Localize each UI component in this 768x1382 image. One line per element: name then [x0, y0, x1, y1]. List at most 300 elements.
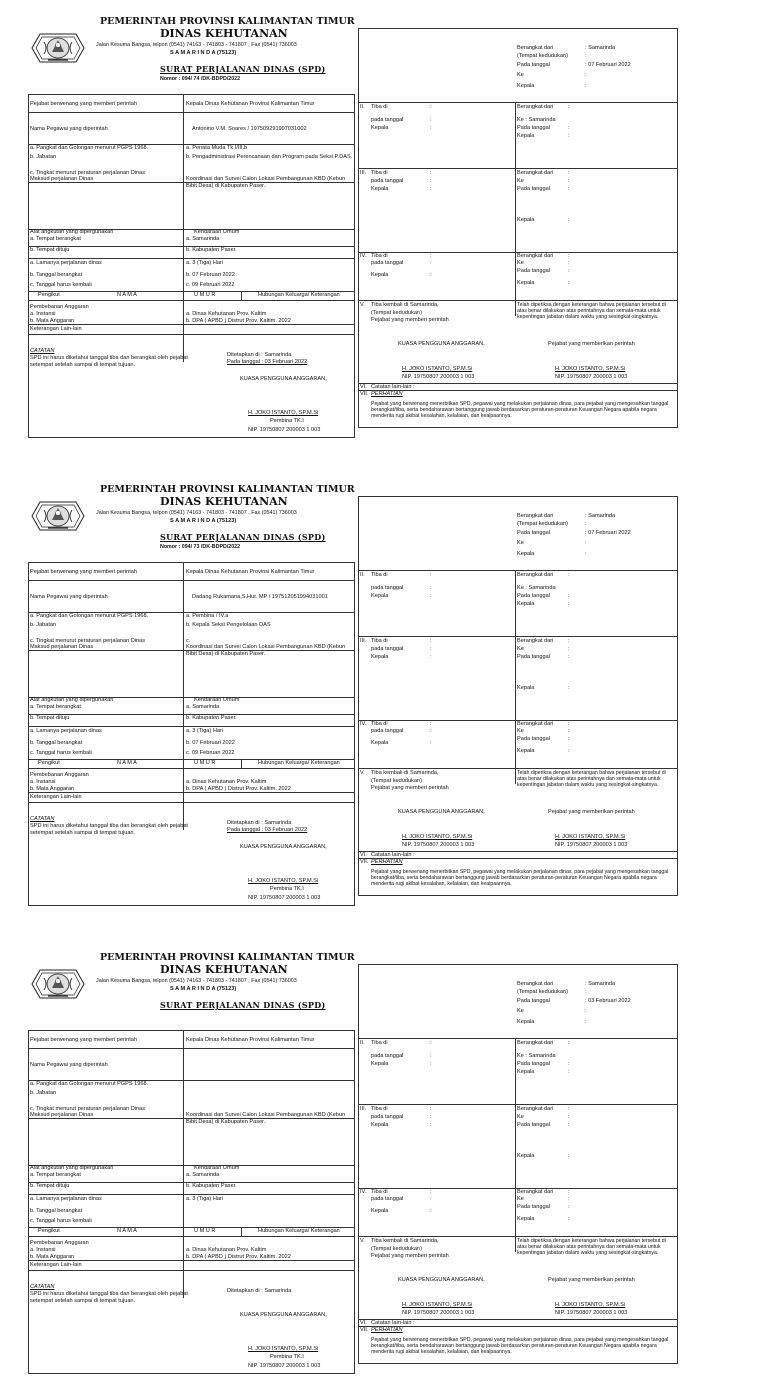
value-tgl-berangkat: b. 07 Februari 2022 — [186, 740, 235, 746]
v-label: V. — [360, 1238, 365, 1244]
ii-tiba-di: Tiba di — [371, 104, 388, 110]
v-signer-name-a: H. JOKO ISTANTO, SP.M.Si — [402, 366, 473, 372]
r1-ke: Ke — [517, 72, 524, 78]
r1-berangkat-dari-val: : Samarinda — [585, 513, 616, 519]
gov-heading: PEMERINTAH PROVINSI KALIMANTAN TIMUR — [100, 16, 355, 27]
vi-label: VI. — [360, 384, 367, 390]
iv-colon-c: : — [430, 740, 432, 746]
iii-colon-b: : — [430, 1114, 432, 1120]
ii-tiba-di: Tiba di — [371, 572, 388, 578]
v-telah-diperiksa: Telah diperiksa dengan keterangan bahwa perjalanan tersebut di atas benar dilakukan atas perintahnya dan semata-mata untuk kepentingan jabatan dalam waktu yang sesingkat-singkatnya. — [517, 1238, 666, 1257]
gov-heading: PEMERINTAH PROVINSI KALIMANTAN TIMUR — [100, 952, 355, 963]
vii-perhatian: PERHATIAN — [371, 391, 403, 397]
iii-colon-b: : — [430, 646, 432, 652]
v-tempat-kedudukan: (Tempat kedudukan) — [371, 1246, 422, 1252]
iii-colon-d: : — [568, 638, 570, 644]
label-tingkat: c. Tingkat menurut peraturan perjalanan Dinas — [30, 638, 146, 644]
r1-colon-b: : — [585, 1008, 587, 1014]
value-lamanya: a. 3 (Tiga) Hari — [186, 1196, 224, 1202]
v-pejabat-memberikan: Pejabat yang memberikan perintah — [548, 809, 635, 815]
kuasa-pengguna-left: KUASA PENGGUNA ANGGARAN, — [240, 376, 327, 382]
iii-colon-f: : — [568, 654, 570, 660]
ii-pada-tanggal: pada tanggal — [371, 1053, 404, 1059]
signer-nip-left: NIP. 19750807 200003 1 003 — [248, 1363, 321, 1369]
signer-name-left: H. JOKO ISTANTO, SP.M.Si — [248, 410, 319, 416]
label-umur-col: U M U R — [194, 292, 216, 298]
ii-pada-tanggal: pada tanggal — [371, 117, 404, 123]
value-tgl-kembali: c. 09 Februari 2022 — [186, 282, 235, 288]
spd-copy-1 — [0, 16, 768, 446]
iii-tiba-di: Tiba di — [371, 638, 388, 644]
vii-perhatian-text: Pejabat yang berwenang menerbitkan SPD, pegawai yang melakukan perjalanan dinas, para pejabat yang mengesahkan tanggal berangkat/tiba, serta bendaharawan bertanggung jawab berdasarkan peraturan-peraturan Keuangan Negara apabila negara menderita rugi akibat kesalahan, kelalaian, dan kealpaannya. — [371, 401, 669, 420]
iii-colon-e: : — [568, 646, 570, 652]
iv-kepala-r: Kepala — [517, 1216, 535, 1222]
v-tempat-kedudukan: (Tempat kedudukan) — [371, 778, 422, 784]
ii-colon-b: : — [430, 117, 432, 123]
label-instansi: a. Instansi — [30, 779, 56, 785]
iii-pada-tanggal-r: Pada tanggal — [517, 654, 550, 660]
ii-colon-e: : — [568, 593, 570, 599]
v-pejabat-memberi: Pejabat yang memberi perintah — [371, 317, 449, 323]
label-instansi: a. Instansi — [30, 1247, 56, 1253]
v-tiba-kembali: Tiba kembali di Samarinda, — [371, 770, 439, 776]
r1-kepala: Kepala — [517, 551, 535, 557]
iii-ke: Ke — [517, 646, 524, 652]
label-nama-pegawai: Nama Pegawai yang diperintah — [30, 594, 108, 600]
value-tempat-dituju: b. Kabupaten Paser. — [186, 715, 237, 721]
iii-kepala-r: Kepala — [517, 1153, 535, 1159]
value-tempat-berangkat: a. Samarinda — [186, 704, 220, 710]
iii-colon-c: : — [430, 654, 432, 660]
value-mata-anggaran: b. DPA ( APBD ) Distrut Prov. Kaltim. 2022 — [186, 786, 291, 792]
label-keterangan: Keterangan Lain-lain — [30, 794, 82, 800]
iii-kepala: Kepala — [371, 1122, 389, 1128]
kaltim-emblem-logo — [30, 494, 86, 538]
label-jabatan: b. Jabatan — [30, 1090, 57, 1096]
vii-perhatian-text: Pejabat yang berwenang menerbitkan SPD, pegawai yang melakukan perjalanan dinas, para pejabat yang mengesahkan tanggal berangkat/tiba, serta bendaharawan bertanggung jawab berdasarkan peraturan-peraturan Keuangan Negara apabila negara menderita rugi akibat kesalahan, kelalaian, dan kealpaannya. — [371, 869, 669, 888]
iv-ke: Ke — [517, 1196, 524, 1202]
iv-colon-b: : — [430, 260, 432, 266]
vi-catatan: Catatan lain-lain : — [371, 852, 415, 858]
vi-catatan: Catatan lain-lain : — [371, 384, 415, 390]
label-tingkat: c. Tingkat menurut peraturan perjalanan Dinas — [30, 170, 146, 176]
iv-colon-c: : — [430, 272, 432, 278]
value-lamanya: a. 3 (Tiga) Hari — [186, 260, 224, 266]
value-tempat-dituju: b. Kabupaten Paser. — [186, 247, 237, 253]
iii-pada-tanggal-r: Pada tanggal — [517, 186, 550, 192]
iv-kepala: Kepala — [371, 1208, 389, 1214]
spd-copy-2 — [0, 484, 768, 914]
vi-label: VI. — [360, 1320, 367, 1326]
value-pangkat: a. Pembina / IV.a — [186, 613, 229, 619]
iii-colon-b: : — [430, 178, 432, 184]
value-mata-anggaran: b. DPA ( APBD ) Distrut Prov. Kaltim. 2022 — [186, 1254, 291, 1260]
v-signer-nip-a: NIP. 19750807 200003 1 003 — [402, 842, 475, 848]
city-line: S A M A R I N D A (75123) — [170, 986, 237, 992]
iii-colon-c: : — [430, 1122, 432, 1128]
ii-kepala: Kepala — [371, 1061, 389, 1067]
dept-heading: DINAS KEHUTANAN — [160, 495, 288, 508]
r1-pada-tanggal: Pada tanggal — [517, 998, 550, 1004]
iv-pada-tanggal: pada tanggal — [371, 1196, 404, 1202]
r1-tempat-kedudukan: (Tempat kedudukan) — [517, 989, 568, 995]
kaltim-emblem-logo — [30, 962, 86, 1006]
r1-pada-tanggal-val: : 07 Februari 2022 — [585, 530, 631, 536]
iv-colon-a: : — [430, 1189, 432, 1195]
doc-number: Nomor : 094/ 73 /DK-BDPD/2022 — [160, 544, 241, 550]
r1-colon-c: : — [585, 83, 587, 89]
ii-colon-a: : — [430, 1040, 432, 1046]
iii-ke: Ke — [517, 178, 524, 184]
dept-heading: DINAS KEHUTANAN — [160, 963, 288, 976]
ditetapkan-tanggal: Pada tanggal : 03 Februari 2022 — [227, 827, 308, 833]
ii-label: II. — [360, 1040, 365, 1046]
ii-colon-d: : — [568, 572, 570, 578]
label-maksud: Maksud perjalanan Dinas — [30, 176, 94, 182]
value-nama-pegawai: Dadang Rukamana,S.Hut. MP / 197512051994031001 — [192, 594, 328, 600]
r1-colon-b: : — [585, 540, 587, 546]
kuasa-pengguna-left: KUASA PENGGUNA ANGGARAN, — [240, 844, 327, 850]
r1-kepala: Kepala — [517, 1019, 535, 1025]
label-keterangan: Keterangan Lain-lain — [30, 1262, 82, 1268]
v-signer-name-b: H. JOKO ISTANTO, SP.M.Si — [555, 366, 626, 372]
value-maksud: Koordinasi dan Survei Calon Lokasi Pembangunan KBD (Kebun Bibit Desa) di Kabupaten Paser. — [186, 644, 346, 657]
ii-ke-samarinda: Ke : Samarinda — [517, 1053, 556, 1059]
v-signer-nip-b: NIP. 19750807 200003 1 003 — [555, 374, 628, 380]
catatan-heading: CATATAN — [30, 816, 55, 822]
iv-colon-b: : — [430, 1196, 432, 1202]
label-pembebanan: Pembebanan Anggaran — [30, 772, 89, 778]
catatan-heading: CATATAN — [30, 1284, 55, 1290]
ii-colon-f: : — [568, 601, 570, 607]
r1-colon-c: : — [585, 1019, 587, 1025]
value-nama-pegawai: Antonino V.M. Soares / 197509291997031002 — [192, 126, 307, 132]
signer-rank-left: Pembina TK.I — [270, 418, 304, 424]
ii-colon-d: : — [568, 104, 570, 110]
iv-colon-a: : — [430, 253, 432, 259]
label-keterangan: Keterangan Lain-lain — [30, 326, 82, 332]
iii-pada-tanggal: pada tanggal — [371, 646, 404, 652]
label-maksud: Maksud perjalanan Dinas — [30, 644, 94, 650]
label-nama-col: N A M A — [117, 1228, 137, 1234]
value-tingkat: c. — [186, 638, 191, 644]
vii-label: VII. — [360, 859, 369, 865]
kaltim-emblem-logo — [30, 26, 86, 70]
value-maksud: Koordinasi dan Survei Calon Lokasi Pembangunan KBD (Kebun Bibit Desa) di Kabupaten Paser. — [186, 1112, 346, 1125]
iii-colon-e: : — [568, 1114, 570, 1120]
label-alat-angkutan: Alat angkutan yang dipergunakan — [30, 229, 114, 235]
ii-kepala: Kepala — [371, 593, 389, 599]
value-pejabat: Kepala Dinas Kehutanan Provinsi Kalimantan Timur — [186, 1037, 315, 1043]
iv-colon-g: : — [568, 1216, 570, 1222]
iv-pada-tanggal-r: Pada tanggal — [517, 1204, 550, 1210]
vii-label: VII. — [360, 1327, 369, 1333]
vi-catatan: Catatan lain-lain : — [371, 1320, 415, 1326]
ii-tiba-di: Tiba di — [371, 1040, 388, 1046]
iv-berangkat-dari: Berangkat dari — [517, 1189, 554, 1195]
r1-colon-a: : — [585, 989, 587, 995]
address-line: Jalan Kesuma Bangsa, telpon (0541) 74163 - 741803 - 741807 , Fax (0541) 736003 — [96, 42, 297, 48]
iii-colon-g: : — [568, 1153, 570, 1159]
value-tempat-dituju: b. Kabupaten Paser. — [186, 1183, 237, 1189]
label-lamanya: a. Lamanya perjalanan dinas — [30, 1196, 102, 1202]
r1-colon-c: : — [585, 551, 587, 557]
label-instansi: a. Instansi — [30, 311, 56, 317]
iv-pada-tanggal-r: Pada tanggal — [517, 268, 550, 274]
iv-pada-tanggal: pada tanggal — [371, 260, 404, 266]
iii-pada-tanggal-r: Pada tanggal — [517, 1122, 550, 1128]
value-instansi: a. Dinas Kehutanan Prov. Kaltim — [186, 311, 267, 317]
r1-tempat-kedudukan: (Tempat kedudukan) — [517, 521, 568, 527]
v-telah-diperiksa: Telah diperiksa dengan keterangan bahwa perjalanan tersebut di atas benar dilakukan atas perintahnya dan semata-mata untuk kepentingan jabatan dalam waktu yang sesingkat-singkatnya. — [517, 770, 666, 789]
iv-colon-d: : — [568, 253, 570, 259]
iii-berangkat-dari: Berangkat dari — [517, 1106, 554, 1112]
signer-nip-left: NIP. 19750807 200003 1 003 — [248, 427, 321, 433]
label-hubungan-col: Hubungan Keluarga/ Keterangan — [258, 760, 340, 766]
iii-kepala-r: Kepala — [517, 685, 535, 691]
iv-ke: Ke — [517, 260, 524, 266]
label-jabatan: b. Jabatan — [30, 154, 57, 160]
ii-colon-d: : — [568, 1040, 570, 1046]
iv-berangkat-dari: Berangkat dari — [517, 253, 554, 259]
iv-colon-a: : — [430, 721, 432, 727]
label-mata-anggaran: b. Mata Anggaran — [30, 786, 75, 792]
label-umur-col: U M U R — [194, 1228, 216, 1234]
label-lamanya: a. Lamanya perjalanan dinas — [30, 728, 102, 734]
value-alat-angkutan: Kendaraan Umum — [194, 697, 240, 703]
iv-tiba-di: Tiba di — [371, 253, 388, 259]
r1-colon-a: : — [585, 53, 587, 59]
ii-kepala-r: Kepala — [517, 601, 535, 607]
iv-colon-e: : — [568, 260, 570, 266]
value-jabatan: b. Pengadministrasi Perencanaan dan Program pada Seksi P.DAS. — [186, 154, 353, 160]
v-signer-nip-b: NIP. 19750807 200003 1 003 — [555, 1310, 628, 1316]
label-pengikut: Pengikut — [38, 292, 60, 298]
value-tempat-berangkat: a. Samarinda — [186, 1172, 220, 1178]
v-signer-name-a: H. JOKO ISTANTO, SP.M.Si — [402, 834, 473, 840]
iii-colon-f: : — [568, 1122, 570, 1128]
ii-colon-e: : — [568, 125, 570, 131]
ii-colon-a: : — [430, 572, 432, 578]
vii-perhatian: PERHATIAN — [371, 859, 403, 865]
v-signer-name-b: H. JOKO ISTANTO, SP.M.Si — [555, 834, 626, 840]
ii-colon-c: : — [430, 125, 432, 131]
label-alat-angkutan: Alat angkutan yang dipergunakan — [30, 697, 114, 703]
label-tempat-dituju: b. Tempat dituju — [30, 715, 70, 721]
r1-berangkat-dari: Berangkat dari — [517, 45, 554, 51]
iv-colon-e: : — [568, 728, 570, 734]
label-maksud: Maksud perjalanan Dinas — [30, 1112, 94, 1118]
iii-berangkat-dari: Berangkat dari — [517, 638, 554, 644]
v-signer-nip-a: NIP. 19750807 200003 1 003 — [402, 1310, 475, 1316]
iii-kepala: Kepala — [371, 186, 389, 192]
label-tempat-berangkat: a. Tempat berangkat — [30, 704, 81, 710]
r1-berangkat-dari: Berangkat dari — [517, 513, 554, 519]
iv-kepala-r: Kepala — [517, 748, 535, 754]
ii-pada-tanggal-r: Pada tanggal — [517, 125, 550, 131]
iv-ke: Ke — [517, 728, 524, 734]
r1-pada-tanggal: Pada tanggal — [517, 62, 550, 68]
v-tempat-kedudukan: (Tempat kedudukan) — [371, 310, 422, 316]
label-pengikut: Pengikut — [38, 1228, 60, 1234]
r1-pada-tanggal-val: : 07 Februari 2022 — [585, 62, 631, 68]
ii-colon-c: : — [430, 593, 432, 599]
label-pejabat: Pejabat berwenang yang memberi perintah — [30, 1037, 137, 1043]
ii-colon-e: : — [568, 1061, 570, 1067]
iii-pada-tanggal: pada tanggal — [371, 178, 404, 184]
label-tgl-kembali: c. Tanggal harus kembali — [30, 282, 92, 288]
ii-colon-f: : — [568, 133, 570, 139]
iv-pada-tanggal: pada tanggal — [371, 728, 404, 734]
r1-kepala: Kepala — [517, 83, 535, 89]
signer-name-left: H. JOKO ISTANTO, SP.M.Si — [248, 878, 319, 884]
ditetapkan-di: Ditetapkan di : Samarinda — [227, 1288, 292, 1294]
ii-kepala: Kepala — [371, 125, 389, 131]
iv-colon-g: : — [568, 280, 570, 286]
iii-kepala: Kepala — [371, 654, 389, 660]
label-jabatan: b. Jabatan — [30, 622, 57, 628]
v-kuasa-pengguna: KUASA PENGGUNA ANGGARAN, — [398, 341, 485, 347]
doc-title: SURAT PERJALANAN DINAS (SPD) — [160, 532, 326, 542]
city-line: S A M A R I N D A (75123) — [170, 50, 237, 56]
kuasa-pengguna-left: KUASA PENGGUNA ANGGARAN, — [240, 1312, 327, 1318]
r1-tempat-kedudukan: (Tempat kedudukan) — [517, 53, 568, 59]
value-maksud: Koordinasi dan Survei Calon Lokasi Pembangunan KBD (Kebun Bibit Desa) di Kabupaten Paser. — [186, 176, 346, 189]
ii-pada-tanggal: pada tanggal — [371, 585, 404, 591]
v-telah-diperiksa: Telah diperiksa dengan keterangan bahwa perjalanan tersebut di atas benar dilakukan atas perintahnya dan semata-mata untuk kepentingan jabatan dalam waktu yang sesingkat-singkatnya. — [517, 302, 666, 321]
value-tgl-berangkat: b. 07 Februari 2022 — [186, 272, 235, 278]
r1-ke: Ke — [517, 1008, 524, 1014]
iv-colon-g: : — [568, 748, 570, 754]
iv-pada-tanggal-r: Pada tanggal — [517, 736, 550, 742]
ii-berangkat-dari: Berangkat dari — [517, 1040, 554, 1046]
label-lamanya: a. Lamanya perjalanan dinas — [30, 260, 102, 266]
label-alat-angkutan: Alat angkutan yang dipergunakan — [30, 1165, 114, 1171]
vi-label: VI. — [360, 852, 367, 858]
label-tgl-berangkat: b. Tanggal berangkat — [30, 1208, 83, 1214]
iv-colon-f: : — [568, 736, 570, 742]
vii-perhatian-text: Pejabat yang berwenang menerbitkan SPD, pegawai yang melakukan perjalanan dinas, para pejabat yang mengesahkan tanggal berangkat/tiba, serta bendaharawan bertanggung jawab berdasarkan peraturan-peraturan Keuangan Negara apabila negara menderita rugi akibat kesalahan, kelalaian, dan kealpaannya. — [371, 1337, 669, 1356]
label-pangkat: a. Pangkat dan Golongan menurut PGPS 1968. — [30, 613, 149, 619]
label-tingkat: c. Tingkat menurut peraturan perjalanan Dinas — [30, 1106, 146, 1112]
spd-copy-3 — [0, 952, 768, 1382]
iii-label: III. — [360, 170, 367, 176]
label-pangkat: a. Pangkat dan Golongan menurut PGPS 1968. — [30, 1081, 149, 1087]
label-tempat-dituju: b. Tempat dituju — [30, 247, 70, 253]
address-line: Jalan Kesuma Bangsa, telpon (0541) 74163 - 741803 - 741807 , Fax (0541) 736003 — [96, 510, 297, 516]
vii-perhatian: PERHATIAN — [371, 1327, 403, 1333]
iii-label: III. — [360, 638, 367, 644]
ii-kepala-r: Kepala — [517, 1069, 535, 1075]
ii-colon-f: : — [568, 1069, 570, 1075]
iv-kepala-r: Kepala — [517, 280, 535, 286]
iii-colon-f: : — [568, 186, 570, 192]
value-instansi: a. Dinas Kehutanan Prov. Kaltim — [186, 1247, 267, 1253]
iii-colon-a: : — [430, 638, 432, 644]
v-kuasa-pengguna: KUASA PENGGUNA ANGGARAN, — [398, 809, 485, 815]
iv-colon-b: : — [430, 728, 432, 734]
value-tempat-berangkat: a. Samarinda — [186, 236, 220, 242]
iii-colon-e: : — [568, 178, 570, 184]
ii-berangkat-dari: Berangkat dari — [517, 572, 554, 578]
iii-colon-g: : — [568, 685, 570, 691]
v-signer-name-b: H. JOKO ISTANTO, SP.M.Si — [555, 1302, 626, 1308]
iii-colon-a: : — [430, 170, 432, 176]
label-tempat-berangkat: a. Tempat berangkat — [30, 236, 81, 242]
value-pangkat: a. Penata Muda Tk.I/III.b — [186, 145, 248, 151]
iii-label: III. — [360, 1106, 367, 1112]
label-pejabat: Pejabat berwenang yang memberi perintah — [30, 569, 137, 575]
ii-label: II. — [360, 104, 365, 110]
iv-kepala: Kepala — [371, 740, 389, 746]
iii-colon-a: : — [430, 1106, 432, 1112]
label-nama-col: N A M A — [117, 760, 137, 766]
iv-colon-d: : — [568, 1189, 570, 1195]
label-nama-pegawai: Nama Pegawai yang diperintah — [30, 126, 108, 132]
label-hubungan-col: Hubungan Keluarga/ Keterangan — [258, 292, 340, 298]
ii-label: II. — [360, 572, 365, 578]
iii-colon-d: : — [568, 170, 570, 176]
r1-berangkat-dari-val: : Samarinda — [585, 981, 616, 987]
value-instansi: a. Dinas Kehutanan Prov. Kaltim — [186, 779, 267, 785]
r1-pada-tanggal: Pada tanggal — [517, 530, 550, 536]
ii-colon-c: : — [430, 1061, 432, 1067]
catatan-heading: CATATAN — [30, 348, 55, 354]
gov-heading: PEMERINTAH PROVINSI KALIMANTAN TIMUR — [100, 484, 355, 495]
label-tgl-berangkat: b. Tanggal berangkat — [30, 740, 83, 746]
value-pejabat: Kepala Dinas Kehutanan Provinsi Kalimantan Timur — [186, 569, 315, 575]
label-pengikut: Pengikut — [38, 760, 60, 766]
v-signer-name-a: H. JOKO ISTANTO, SP.M.Si — [402, 1302, 473, 1308]
label-pejabat: Pejabat berwenang yang memberi perintah — [30, 101, 137, 107]
ii-colon-b: : — [430, 1053, 432, 1059]
doc-title: SURAT PERJALANAN DINAS (SPD) — [160, 1000, 326, 1010]
value-pejabat: Kepala Dinas Kehutanan Provinsi Kalimantan Timur — [186, 101, 315, 107]
r1-ke: Ke — [517, 540, 524, 546]
r1-berangkat-dari-val: : Samarinda — [585, 45, 616, 51]
iv-tiba-di: Tiba di — [371, 1189, 388, 1195]
doc-title: SURAT PERJALANAN DINAS (SPD) — [160, 64, 326, 74]
label-tgl-kembali: c. Tanggal harus kembali — [30, 1218, 92, 1224]
iv-colon-f: : — [568, 1204, 570, 1210]
r1-colon-a: : — [585, 521, 587, 527]
iii-tiba-di: Tiba di — [371, 1106, 388, 1112]
iv-colon-d: : — [568, 721, 570, 727]
dept-heading: DINAS KEHUTANAN — [160, 27, 288, 40]
iv-label: IV. — [360, 721, 367, 727]
catatan-text: SPD ini harus diketahui tanggal tiba dan berangkat oleh pejabat setempat setelah sampai di tempat tujuan. — [30, 1291, 188, 1304]
label-umur-col: U M U R — [194, 760, 216, 766]
v-tiba-kembali: Tiba kembali di Samarinda, — [371, 1238, 439, 1244]
iii-pada-tanggal: pada tanggal — [371, 1114, 404, 1120]
label-tempat-berangkat: a. Tempat berangkat — [30, 1172, 81, 1178]
label-pangkat: a. Pangkat dan Golongan menurut PGPS 1968. — [30, 145, 149, 151]
city-line: S A M A R I N D A (75123) — [170, 518, 237, 524]
iv-colon-f: : — [568, 268, 570, 274]
signer-nip-left: NIP. 19750807 200003 1 003 — [248, 895, 321, 901]
iv-colon-e: : — [568, 1196, 570, 1202]
signer-name-left: H. JOKO ISTANTO, SP.M.Si — [248, 1346, 319, 1352]
iii-tiba-di: Tiba di — [371, 170, 388, 176]
iii-colon-g: : — [568, 217, 570, 223]
v-signer-nip-b: NIP. 19750807 200003 1 003 — [555, 842, 628, 848]
signer-rank-left: Pembina TK.I — [270, 886, 304, 892]
iii-kepala-r: Kepala — [517, 217, 535, 223]
label-mata-anggaran: b. Mata Anggaran — [30, 318, 75, 324]
r1-pada-tanggal-val: : 03 Februari 2022 — [585, 998, 631, 1004]
ii-berangkat-dari: Berangkat dari — [517, 104, 554, 110]
ii-kepala-r: Kepala — [517, 133, 535, 139]
